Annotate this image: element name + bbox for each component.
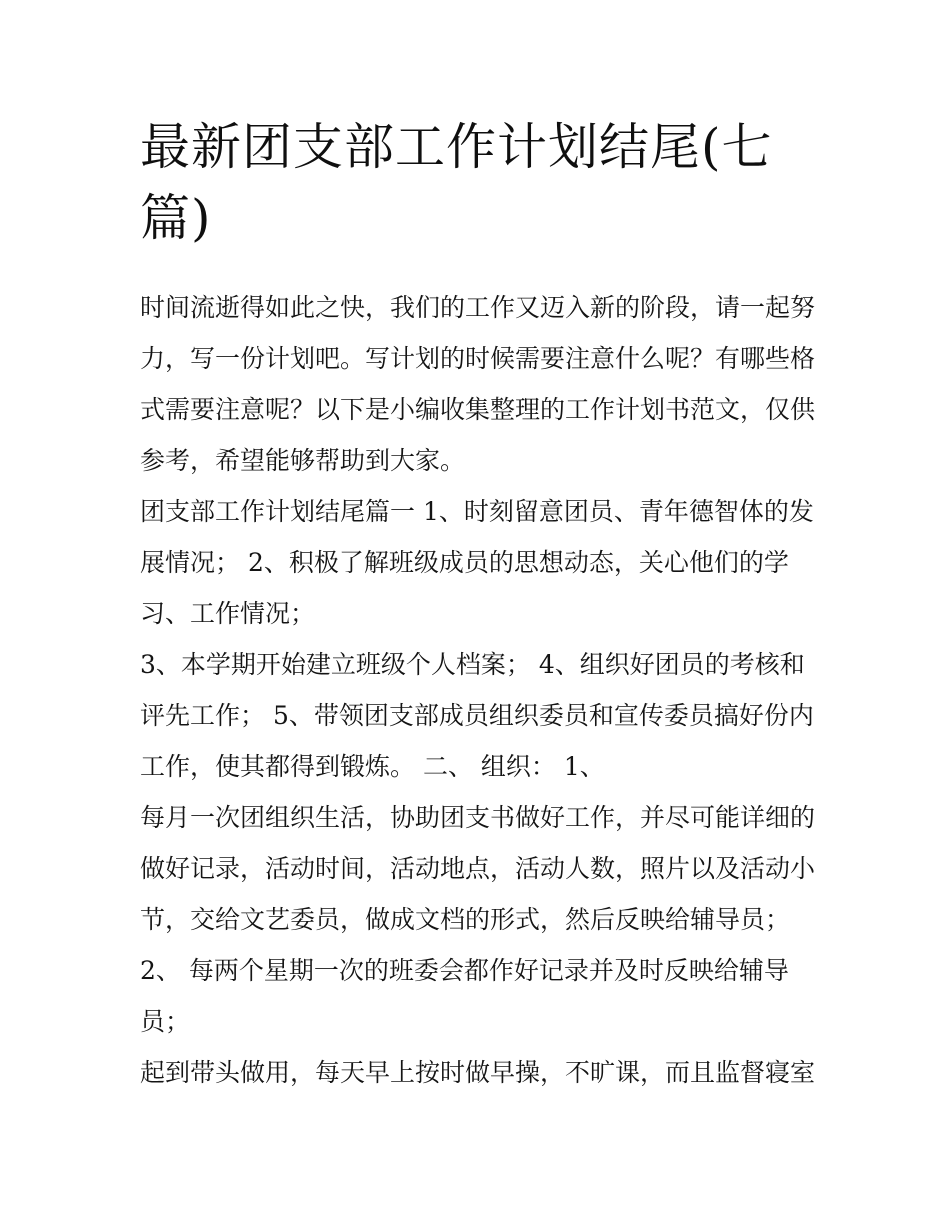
text-line: 工作，使其都得到锻炼。 二、 组织： 1、: [140, 752, 605, 781]
paragraph-organization: [140, 792, 820, 945]
text-line: 评先工作； 5、带领团支部成员组织委员和宣传委员搞好份内: [140, 701, 814, 730]
text-line: 力，写一份计划吧。写计划的时候需要注意什么呢？有哪些格: [140, 344, 816, 373]
paragraph-meeting: [140, 945, 820, 1047]
text-line: 式需要注意呢？以下是小编收集整理的工作计划书范文，仅供: [140, 395, 816, 424]
paragraph-part-one: [140, 486, 820, 639]
text-line: 节，交给文艺委员，做成文档的形式，然后反映给辅导员；: [140, 905, 791, 934]
title-line: 篇): [140, 189, 212, 247]
text-line: 起到带头做用，每天早上按时做早操，不旷课，而且监督寝室: [140, 1058, 816, 1087]
text-line: 2、 每两个星期一次的班委会都作好记录并及时反映给辅导: [140, 956, 789, 985]
text-line: 展情况； 2、积极了解班级成员的思想动态，关心他们的学: [140, 548, 789, 577]
paragraph-lead: [140, 1047, 820, 1098]
text-line: 每月一次团组织生活，协助团支书做好工作，并尽可能详细的: [140, 803, 816, 832]
text-line: 3、本学期开始建立班级个人档案； 4、组织好团员的考核和: [140, 650, 805, 679]
document-title: [140, 112, 820, 254]
document-body: [140, 282, 820, 1098]
text-line: 时间流逝得如此之快，我们的工作又迈入新的阶段，请一起努: [140, 293, 816, 322]
text-line: 团支部工作计划结尾篇一 1、时刻留意团员、青年德智体的发: [140, 497, 814, 526]
text-line: 员；: [140, 1007, 191, 1036]
title-line: 最新团支部工作计划结尾(七: [140, 118, 773, 176]
paragraph-intro: [140, 282, 820, 486]
text-line: 参考，希望能够帮助到大家。: [140, 446, 466, 475]
text-line: 做好记录，活动时间，活动地点，活动人数，照片以及活动小: [140, 854, 816, 883]
document-content: [140, 112, 820, 1098]
text-line: 习、工作情况；: [140, 599, 316, 628]
paragraph-archives: [140, 639, 820, 792]
